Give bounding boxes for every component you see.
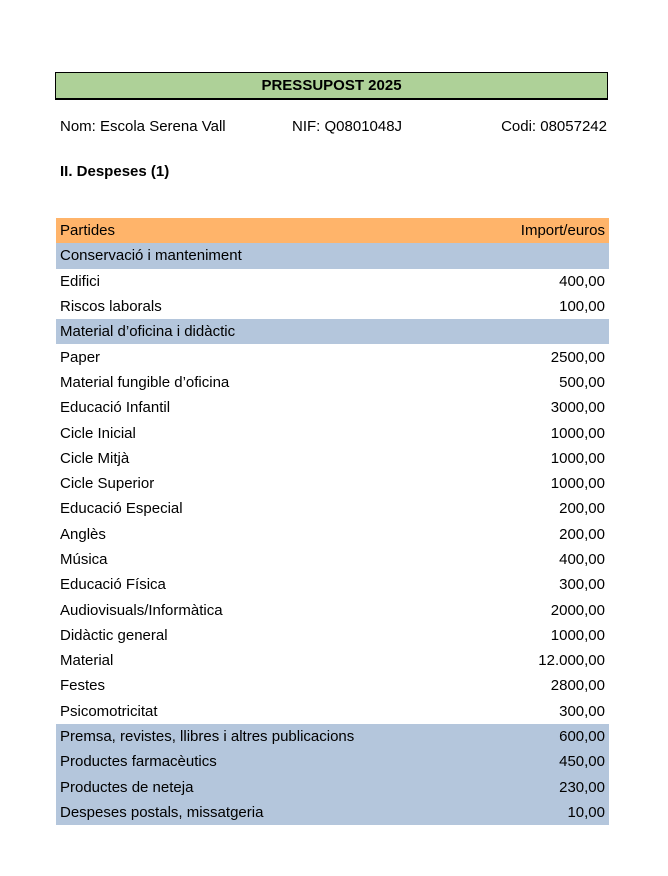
table-row — [56, 623, 609, 648]
row-amount: 500,00 — [559, 373, 605, 391]
school-code: Codi: 08057242 — [501, 118, 607, 135]
table-row — [56, 597, 609, 622]
category-row — [56, 319, 609, 344]
row-label: Productes farmacèutics — [60, 753, 217, 771]
row-amount: 200,00 — [559, 525, 605, 543]
row-amount: 600,00 — [559, 728, 605, 746]
row-label: Audiovisuals/Informàtica — [60, 601, 223, 619]
category-row — [56, 800, 609, 825]
row-amount: 3000,00 — [550, 399, 605, 417]
table-row — [56, 496, 609, 521]
header-partides: Partides — [60, 222, 116, 240]
row-label: Material d’oficina i didàctic — [60, 323, 236, 341]
row-label: Cicle Inicial — [60, 424, 136, 442]
budget-table — [56, 218, 609, 825]
row-label: Riscos laborals — [60, 298, 162, 316]
row-label: Educació Física — [60, 576, 166, 594]
row-label: Despeses postals, missatgeria — [60, 803, 264, 821]
header-import: Import/euros — [520, 222, 605, 240]
row-amount: 1000,00 — [550, 424, 605, 442]
row-amount: 230,00 — [559, 778, 605, 796]
table-header — [56, 218, 609, 243]
table-row — [56, 699, 609, 724]
row-amount: 400,00 — [559, 272, 605, 290]
row-amount: 10,00 — [567, 803, 605, 821]
row-label: Educació Especial — [60, 500, 183, 518]
row-label: Educació Infantil — [60, 399, 171, 417]
row-label: Festes — [60, 677, 106, 695]
table-row — [56, 269, 609, 294]
row-amount: 2500,00 — [550, 348, 605, 366]
school-nif: NIF: Q0801048J — [292, 118, 403, 135]
row-amount: 2800,00 — [550, 677, 605, 695]
table-row — [56, 522, 609, 547]
row-label: Edifici — [60, 272, 101, 290]
row-amount: 200,00 — [559, 500, 605, 518]
category-row — [56, 724, 609, 749]
row-amount: 400,00 — [559, 551, 605, 568]
table-row — [56, 547, 609, 572]
category-row — [56, 243, 609, 268]
row-amount: 1000,00 — [550, 449, 605, 467]
table-row — [56, 370, 609, 395]
school-name: Nom: Escola Serena Vall — [60, 118, 226, 135]
table-row — [56, 420, 609, 445]
table-row — [56, 395, 609, 420]
row-amount: 300,00 — [559, 702, 605, 720]
section-heading: II. Despeses (1) — [60, 163, 170, 180]
row-label: Paper — [60, 348, 101, 366]
row-label: Psicomotricitat — [60, 702, 158, 720]
row-label: Productes de neteja — [60, 778, 194, 796]
row-label: Música — [60, 551, 108, 568]
row-amount: 12.000,00 — [538, 652, 605, 670]
table-row — [56, 344, 609, 369]
row-amount: 450,00 — [559, 753, 605, 771]
row-label: Material fungible d’oficina — [60, 373, 230, 391]
row-amount: 1000,00 — [550, 626, 605, 644]
row-label: Anglès — [60, 525, 106, 543]
row-amount: 300,00 — [559, 576, 605, 594]
table-row — [56, 648, 609, 673]
table-row — [56, 446, 609, 471]
row-label: Premsa, revistes, llibres i altres publicacions — [60, 728, 355, 746]
row-label: Conservació i manteniment — [60, 247, 242, 265]
row-label: Cicle Mitjà — [60, 449, 130, 467]
row-amount: 1000,00 — [550, 475, 605, 493]
document-title: PRESSUPOST 2025 — [55, 72, 608, 100]
table-row — [56, 471, 609, 496]
row-label: Material — [60, 652, 114, 670]
row-amount: 100,00 — [559, 298, 605, 316]
row-label: Didàctic general — [60, 626, 168, 644]
category-row — [56, 775, 609, 800]
row-label: Cicle Superior — [60, 475, 155, 493]
category-row — [56, 749, 609, 774]
table-row — [56, 294, 609, 319]
row-amount: 2000,00 — [550, 601, 605, 619]
table-row — [56, 572, 609, 597]
table-row — [56, 673, 609, 698]
